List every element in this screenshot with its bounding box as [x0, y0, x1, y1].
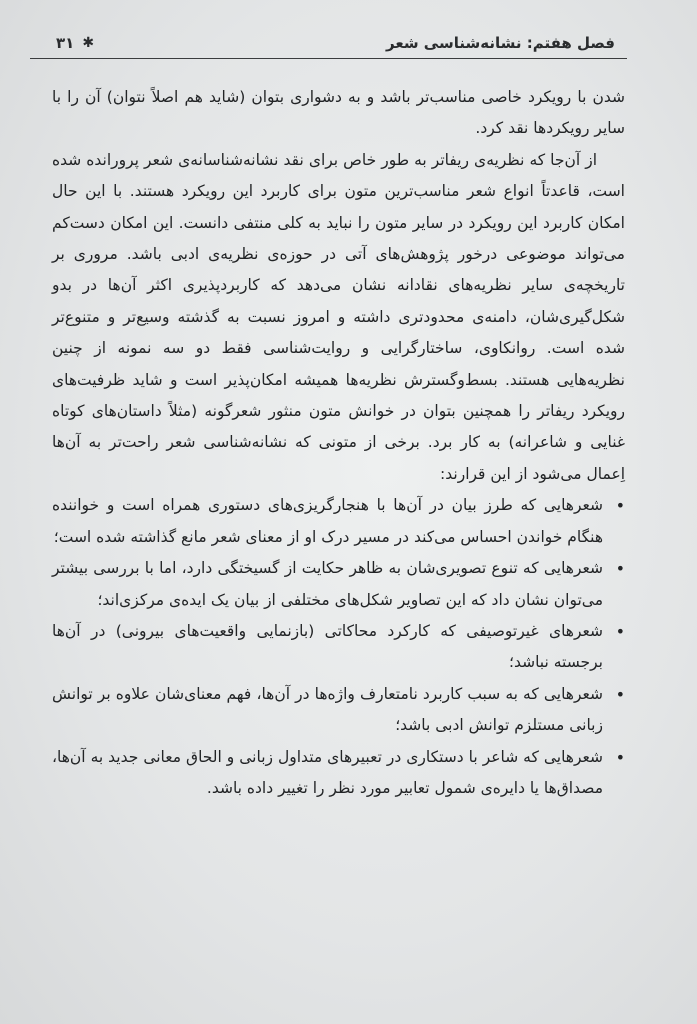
star-icon: ✱ — [82, 35, 95, 51]
list-item — [52, 553, 625, 616]
page-number: ۳۱ — [56, 34, 75, 52]
paragraph-1: شدن با رویکرد خاصی مناسب‌تر باشد و به دشواری بتوان (شاید هم اصلاً نتوان) آن را با سایر رویکردها نقد کرد. — [52, 88, 625, 138]
list-item-text: شعرهایی که تنوع تصویری‌شان به ظاهر حکایت از گسیختگی دارد، اما با بررسی بیشتر می‌توان نشان داد که این تصاویر شکل‌های مختلفی از بیان یک ایده‌ی مرکزی‌اند؛ — [52, 559, 603, 609]
bullet-icon: • — [615, 559, 625, 579]
bullet-list — [52, 490, 625, 804]
page-number-group — [56, 34, 94, 52]
header-rule — [30, 58, 627, 59]
bullet-icon: • — [615, 621, 625, 641]
bullet-icon: • — [615, 747, 625, 767]
list-item — [52, 742, 625, 805]
bullet-icon: • — [615, 496, 625, 516]
bullet-icon: • — [615, 684, 625, 704]
list-item — [52, 679, 625, 742]
list-item — [52, 616, 625, 679]
paragraph-2: از آن‌جا که نظریه‌ی ریفاتر به طور خاص برای نقد نشانه‌شناسانه‌ی شعر پرورانده شده است، قاعدتاً انواع شعر مناسب‌ترین متون برای کاربرد این رویکرد هستند. با این حال امکان کاربرد این رویکرد در سایر متون را نباید به کلی منتفی دانست. این امکان دست‌کم می‌تواند موضوعی درخور پژوهش‌های آتی در حوزه‌ی نظریه‌ی ادبی باشد. مروری بر تاریخچه‌ی سایر نظریه‌های نقادانه نشان می‌دهد که کاربردپذیری اکثر آن‌ها در بدو شکل‌گیری‌شان، دامنه‌ی محدودتری داشته و امروز نسبت به گذشته وسیع‌تر و متنوع‌تر شده است. روانکاوی، ساختارگرایی و روایت‌شناسی فقط دو سه نمونه از چنین نظریه‌هایی هستند. بسط‌وگسترش نظریه‌ها همیشه امکان‌پذیر است و شاید ظرفیت‌های رویکرد ریفاتر را همچنین بتوان در خوانش متون منثور شعرگونه (مثلاً داستان‌های کوتاه غنایی و شاعرانه) به کار برد. برخی از متونی که نشانه‌شناسی شعر راحت‌تر به آن‌ها اِعمال می‌شود از این قرارند: — [52, 150, 625, 483]
running-head — [56, 30, 615, 56]
body-text — [52, 82, 625, 804]
list-item-text: شعرهای غیرتوصیفی که کارکرد محاکاتی (بازنمایی واقعیت‌های بیرونی) در آن‌ها برجسته نباشد؛ — [52, 621, 603, 672]
list-item — [52, 490, 625, 553]
list-item-text: شعرهایی که به سبب کاربرد نامتعارف واژه‌ها در آن‌ها، فهم معنای‌شان علاوه بر توانش زبانی مستلزم توانش ادبی باشد؛ — [52, 684, 603, 735]
chapter-title: فصل هفتم: نشانه‌شناسی شعر — [386, 34, 615, 52]
list-item-text: شعرهایی که طرز بیان در آن‌ها با هنجارگریزی‌های دستوری همراه است و خواننده هنگام خواندن احساس می‌کند در مسیر درک او از معنای شعر مانع گذاشته شده است؛ — [52, 496, 603, 546]
list-item-text: شعرهایی که شاعر با دستکاری در تعبیرهای متداول زبانی و الحاق معانی جدید به آن‌ها، مصداق‌ها یا دایره‌ی شمول تعابیر مورد نظر را تغییر داده باشد. — [52, 747, 603, 797]
